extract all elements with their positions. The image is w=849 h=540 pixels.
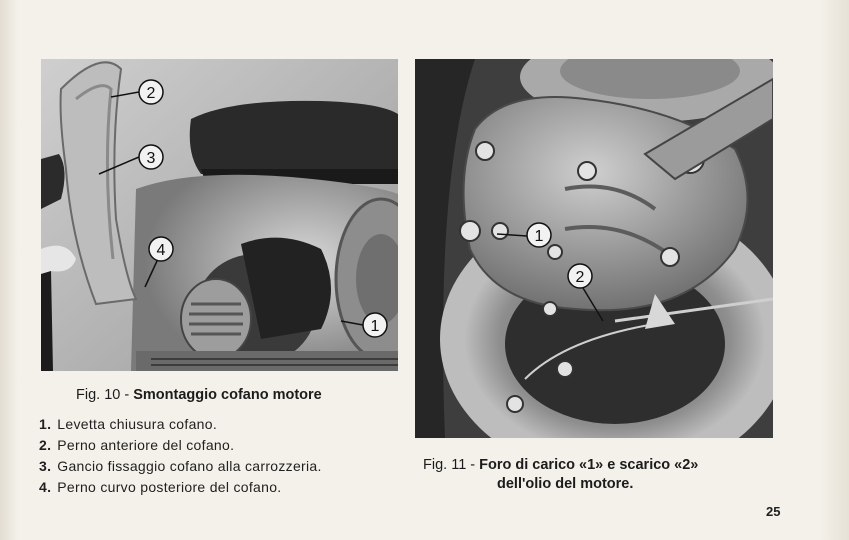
figure-11-caption [423, 456, 793, 494]
parts-legend [39, 414, 322, 498]
legend-item [39, 414, 322, 435]
legend-text: Perno curvo posteriore del cofano. [57, 479, 282, 495]
legend-item [39, 477, 322, 498]
svg-text:2: 2 [146, 85, 156, 102]
svg-text:2: 2 [575, 269, 585, 286]
figure-10-prefix: Fig. 10 - [76, 387, 134, 403]
page-number: 25 [766, 504, 781, 519]
engine-oil-ports-photo [415, 59, 773, 438]
svg-text:4: 4 [156, 242, 166, 259]
legend-number: 4. [39, 479, 52, 495]
scooter-engine-cover-photo [41, 59, 398, 371]
figure-11-title-line2: dell'olio del motore. [497, 476, 634, 492]
figure-10-title: Smontaggio cofano motore [133, 387, 322, 403]
figure-11-prefix: Fig. 11 - [423, 457, 480, 473]
figure-10-caption [76, 386, 322, 405]
legend-text: Gancio fissaggio cofano alla carrozzeria. [57, 458, 322, 474]
legend-text: Levetta chiusura cofano. [57, 416, 218, 432]
svg-text:3: 3 [146, 150, 156, 167]
figure-11-photo [415, 59, 773, 438]
legend-item [39, 435, 322, 456]
svg-text:1: 1 [370, 318, 380, 335]
legend-item [39, 456, 322, 477]
figure-11-title-line1: Foro di carico «1» e scarico «2» [479, 457, 699, 473]
legend-number: 1. [39, 416, 52, 432]
legend-number: 3. [39, 458, 52, 474]
legend-text: Perno anteriore del cofano. [57, 437, 235, 453]
svg-text:1: 1 [534, 228, 544, 245]
figure-10-photo [41, 59, 398, 371]
legend-number: 2. [39, 437, 52, 453]
